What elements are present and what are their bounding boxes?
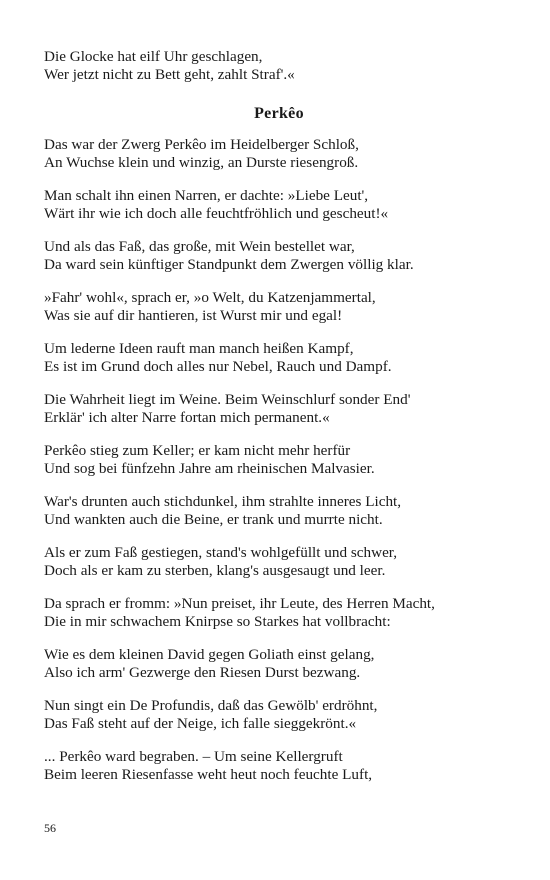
verse-line: Und als das Faß, das große, mit Wein bestellet war,	[44, 238, 355, 255]
stanza	[44, 646, 514, 682]
stanza	[44, 289, 514, 325]
intro-line: Die Glocke hat eilf Uhr geschlagen,	[44, 48, 263, 65]
verse-line: Es ist im Grund doch alles nur Nebel, Rauch und Dampf.	[44, 358, 392, 375]
stanza	[44, 442, 514, 478]
verse-line: Da ward sein künftiger Standpunkt dem Zwergen völlig klar.	[44, 256, 414, 273]
verse-line: Das war der Zwerg Perkêo im Heidelberger Schloß,	[44, 136, 359, 153]
verse-line: Um lederne Ideen rauft man manch heißen Kampf,	[44, 340, 354, 357]
stanza	[44, 238, 514, 274]
stanza	[44, 748, 514, 784]
verse-line: Die Wahrheit liegt im Weine. Beim Weinschlurf sonder End'	[44, 391, 411, 408]
stanza	[44, 340, 514, 376]
verse-line: Doch als er kam zu sterben, klang's ausgesaugt und leer.	[44, 562, 386, 579]
verse-line: »Fahr' wohl«, sprach er, »o Welt, du Katzenjammertal,	[44, 289, 376, 306]
verse-line: Man schalt ihn einen Narren, er dachte: »Liebe Leut',	[44, 187, 369, 204]
verse-line: Die in mir schwachem Knirpse so Starkes hat vollbracht:	[44, 613, 391, 630]
poem-body	[44, 136, 514, 784]
verse-line: Wärt ihr wie ich doch alle feuchtfröhlich und gescheut!«	[44, 205, 389, 222]
verse-line: ... Perkêo ward begraben. – Um seine Kellergruft	[44, 748, 343, 765]
stanza	[44, 391, 514, 427]
stanza	[44, 595, 514, 631]
verse-line: Beim leeren Riesenfasse weht heut noch feuchte Luft,	[44, 766, 373, 783]
verse-line: Perkêo stieg zum Keller; er kam nicht mehr herfür	[44, 442, 351, 459]
verse-line: Also ich arm' Gezwerge den Riesen Durst bezwang.	[44, 664, 361, 681]
intro-line: Wer jetzt nicht zu Bett geht, zahlt Straf'.«	[44, 66, 295, 83]
verse-line: Da sprach er fromm: »Nun preiset, ihr Leute, des Herren Macht,	[44, 595, 435, 612]
verse-line: Das Faß steht auf der Neige, ich falle sieggekrönt.«	[44, 715, 357, 732]
page-number: 56	[44, 821, 56, 835]
stanza	[44, 544, 514, 580]
verse-line: An Wuchse klein und winzig, an Durste riesengroß.	[44, 154, 359, 171]
verse-line: Erklär' ich alter Narre fortan mich permanent.«	[44, 409, 330, 426]
verse-line: Was sie auf dir hantieren, ist Wurst mir und egal!	[44, 307, 343, 324]
verse-line: War's drunten auch stichdunkel, ihm strahlte inneres Licht,	[44, 493, 402, 510]
stanza	[44, 493, 514, 529]
page-content	[44, 48, 514, 799]
stanza	[44, 187, 514, 223]
verse-line: Wie es dem kleinen David gegen Goliath einst gelang,	[44, 646, 375, 663]
verse-line: Und wankten auch die Beine, er trank und murrte nicht.	[44, 511, 383, 528]
verse-line: Nun singt ein De Profundis, daß das Gewölb' erdröhnt,	[44, 697, 378, 714]
stanza	[44, 136, 514, 172]
verse-line: Als er zum Faß gestiegen, stand's wohlgefüllt und schwer,	[44, 544, 398, 561]
verse-line: Und sog bei fünfzehn Jahre am rheinischen Malvasier.	[44, 460, 375, 477]
poem-title: Perkêo	[254, 105, 304, 122]
intro-stanza	[44, 48, 514, 84]
stanza	[44, 697, 514, 733]
